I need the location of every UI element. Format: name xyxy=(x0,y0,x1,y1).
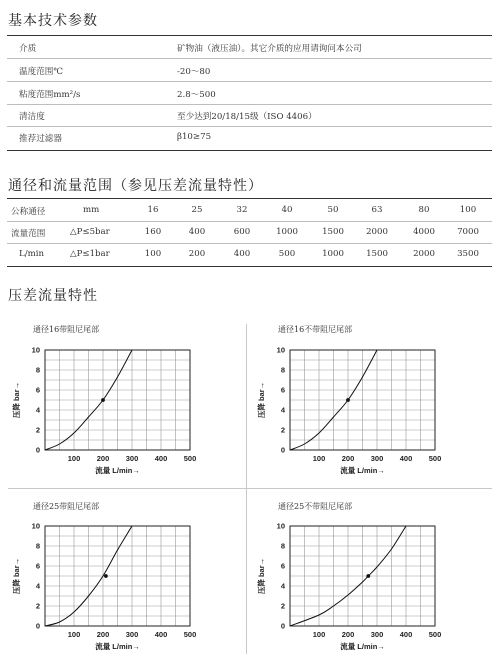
y-tick-label: 0 xyxy=(35,621,40,631)
section-title-basic-params: 基本技术参数 xyxy=(8,13,98,29)
table2-cell: 1500 xyxy=(322,227,344,237)
pressure-flow-chart xyxy=(250,337,485,477)
table2-row-condition: △P≤5bar xyxy=(70,227,110,237)
table2-header-value: 63 xyxy=(371,205,383,215)
table1-value-viscosity: 2.8～500 xyxy=(177,90,216,100)
x-axis-label: 流量 L/min→ xyxy=(95,642,140,651)
x-tick-label: 400 xyxy=(399,630,413,639)
table1-value-medium: 矿物油（液压油）。其它介质的应用请询问本公司 xyxy=(177,44,362,54)
table2-cell: 7000 xyxy=(457,227,479,237)
chart-title: 通径16带阻尼尾部 xyxy=(33,325,100,334)
x-tick-label: 200 xyxy=(96,630,110,639)
table1-top-rule xyxy=(7,35,492,36)
table1-bottom-rule xyxy=(7,150,492,151)
x-tick-label: 300 xyxy=(125,454,139,463)
y-tick-label: 8 xyxy=(280,541,285,551)
y-tick-label: 2 xyxy=(35,601,40,611)
section-title-pressure-flow: 压差流量特性 xyxy=(8,288,98,304)
table1-row-divider xyxy=(7,126,492,127)
table2-header-value: 50 xyxy=(327,205,339,215)
table2-header-value: 16 xyxy=(147,205,159,215)
table1-label-viscosity: 粘度范围mm²/s xyxy=(19,90,81,100)
x-tick-label: 300 xyxy=(370,630,384,639)
chart-title: 通径25不带阻尼尾部 xyxy=(278,502,353,511)
y-tick-label: 4 xyxy=(35,405,40,415)
x-axis-label: 流量 L/min→ xyxy=(340,642,385,651)
x-tick-label: 300 xyxy=(125,630,139,639)
table2-cell: 4000 xyxy=(413,227,435,237)
x-tick-label: 200 xyxy=(96,454,110,463)
y-tick-label: 0 xyxy=(35,445,40,455)
y-tick-label: 8 xyxy=(35,365,40,375)
table2-cell: 2000 xyxy=(366,227,388,237)
table2-cell: 1000 xyxy=(322,249,344,259)
chart-title: 通径16不带阻尼尾部 xyxy=(278,325,353,334)
table2-cell: 1500 xyxy=(366,249,388,259)
y-axis-label: 压降 bar→ xyxy=(12,381,21,419)
data-point-marker xyxy=(101,398,105,402)
y-axis-label: 压降 bar→ xyxy=(12,557,21,595)
y-tick-label: 2 xyxy=(35,425,40,435)
table2-header-value: 32 xyxy=(236,205,248,215)
x-tick-label: 100 xyxy=(312,454,326,463)
x-tick-label: 100 xyxy=(67,454,81,463)
y-tick-label: 8 xyxy=(35,541,40,551)
table2-cell: 400 xyxy=(188,227,206,237)
y-tick-label: 0 xyxy=(280,445,285,455)
table1-row-divider xyxy=(7,81,492,82)
table2-header-value: 40 xyxy=(281,205,293,215)
table2-cell: 1000 xyxy=(276,227,298,237)
table2-top-rule xyxy=(7,198,492,199)
table2-row-divider xyxy=(7,243,492,244)
table2-header-label: 公称通径 xyxy=(11,207,46,217)
table1-row-divider xyxy=(7,104,492,105)
x-axis-label: 流量 L/min→ xyxy=(95,466,140,475)
y-tick-label: 4 xyxy=(280,405,285,415)
table2-header-value: 25 xyxy=(191,205,203,215)
y-tick-label: 8 xyxy=(280,365,285,375)
x-tick-label: 100 xyxy=(67,630,81,639)
x-tick-label: 500 xyxy=(183,454,197,463)
chart-grid-divider-vertical xyxy=(246,324,247,654)
table2-cell: 160 xyxy=(144,227,162,237)
y-axis-label: 压降 bar→ xyxy=(257,557,266,595)
y-tick-label: 6 xyxy=(35,561,40,571)
y-tick-label: 6 xyxy=(35,385,40,395)
x-tick-label: 400 xyxy=(154,630,168,639)
table2-bottom-rule xyxy=(7,266,492,267)
table2-row-divider xyxy=(7,221,492,222)
table2-cell: 3500 xyxy=(457,249,479,259)
y-tick-label: 2 xyxy=(280,425,285,435)
x-tick-label: 400 xyxy=(154,454,168,463)
table2-cell: 400 xyxy=(233,249,251,259)
y-tick-label: 10 xyxy=(276,521,285,531)
table2-cell: 200 xyxy=(188,249,206,259)
x-tick-label: 200 xyxy=(341,454,355,463)
data-point-marker xyxy=(366,574,370,578)
table2-cell: 500 xyxy=(278,249,296,259)
table2-row-label: 流量范围 xyxy=(11,229,46,239)
y-tick-label: 0 xyxy=(280,621,285,631)
x-tick-label: 500 xyxy=(183,630,197,639)
data-point-marker xyxy=(346,398,350,402)
x-tick-label: 200 xyxy=(341,630,355,639)
pressure-flow-chart xyxy=(250,513,485,653)
y-tick-label: 10 xyxy=(31,345,40,355)
x-tick-label: 500 xyxy=(428,454,442,463)
table1-value-filter: β10≥75 xyxy=(177,132,212,142)
y-tick-label: 6 xyxy=(280,561,285,571)
x-tick-label: 100 xyxy=(312,630,326,639)
pressure-flow-chart xyxy=(5,513,240,653)
pressure-flow-chart xyxy=(5,337,240,477)
table2-header-value: 100 xyxy=(459,205,477,215)
table1-label-medium: 介质 xyxy=(19,44,37,54)
y-axis-label: 压降 bar→ xyxy=(257,381,266,419)
table2-cell: 2000 xyxy=(413,249,435,259)
table2-cell: 100 xyxy=(144,249,162,259)
table1-label-temp: 温度范围℃ xyxy=(19,67,63,77)
y-tick-label: 2 xyxy=(280,601,285,611)
data-point-marker xyxy=(104,574,108,578)
chart-title: 通径25带阻尼尾部 xyxy=(33,502,100,511)
table1-value-cleanliness: 至少达到20/18/15级（ISO 4406） xyxy=(177,112,317,122)
table2-cell: 600 xyxy=(233,227,251,237)
section-title-bore-flow: 通径和流量范围（参见压差流量特性） xyxy=(8,178,263,194)
table1-label-cleanliness: 清洁度 xyxy=(19,112,45,122)
table2-row-label: L/min xyxy=(19,249,45,259)
table1-label-filter: 推荐过滤器 xyxy=(19,134,62,144)
x-axis-label: 流量 L/min→ xyxy=(340,466,385,475)
x-tick-label: 500 xyxy=(428,630,442,639)
y-tick-label: 10 xyxy=(31,521,40,531)
table1-row-divider xyxy=(7,58,492,59)
table2-row-condition: △P≤1bar xyxy=(70,249,110,259)
y-tick-label: 4 xyxy=(35,581,40,591)
table1-value-temp: -20～80 xyxy=(177,67,211,77)
y-tick-label: 6 xyxy=(280,385,285,395)
table2-header-unit: mm xyxy=(83,205,100,215)
chart-grid-divider-horizontal xyxy=(8,488,492,489)
y-tick-label: 10 xyxy=(276,345,285,355)
y-tick-label: 4 xyxy=(280,581,285,591)
x-tick-label: 400 xyxy=(399,454,413,463)
table2-header-value: 80 xyxy=(418,205,430,215)
x-tick-label: 300 xyxy=(370,454,384,463)
